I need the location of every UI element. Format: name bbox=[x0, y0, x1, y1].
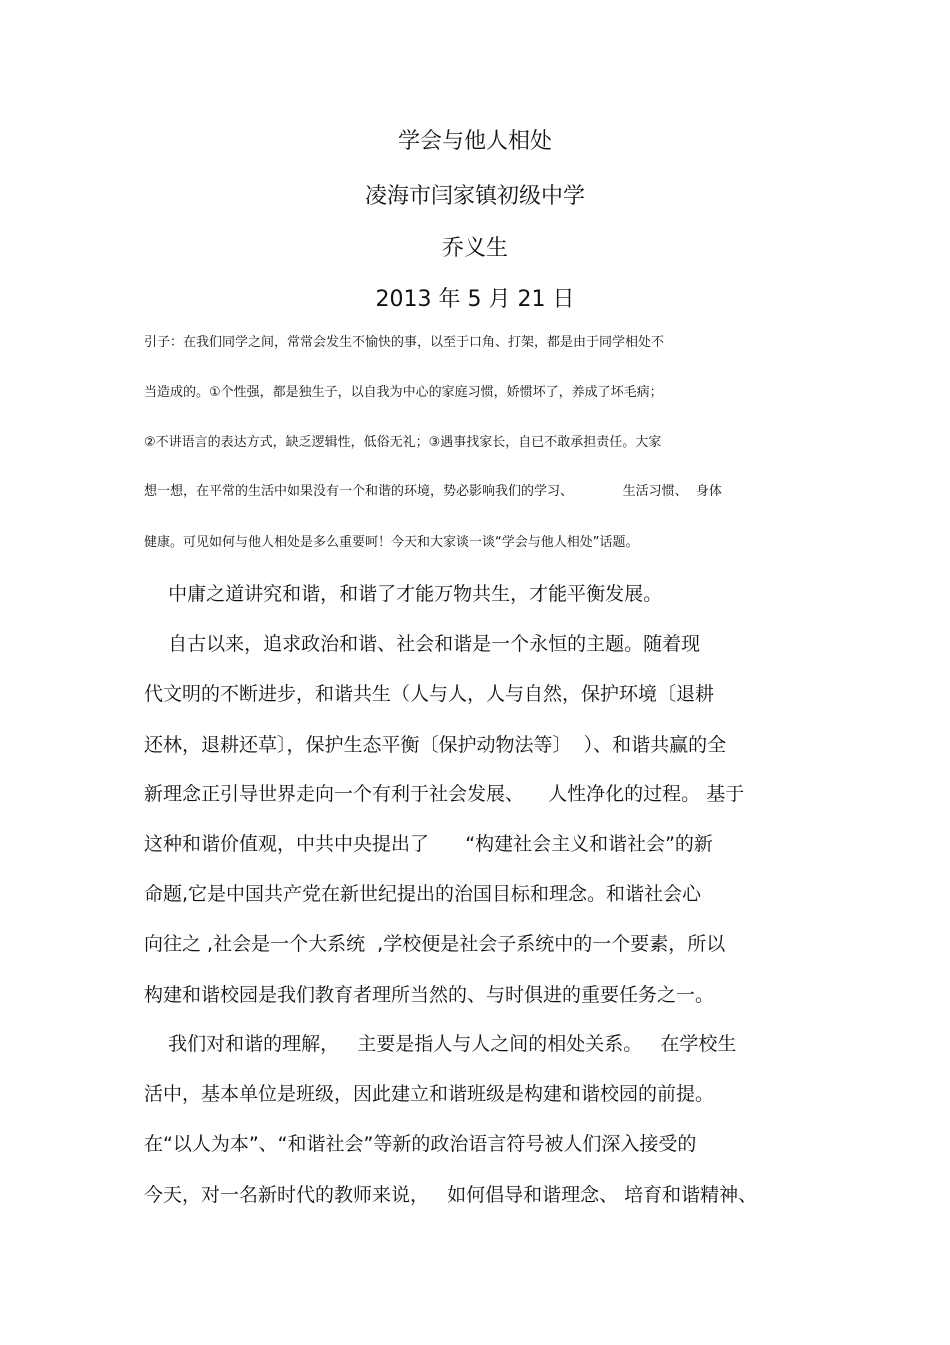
body-line: 代文明的不断进步，和谐共生（人与人，人与自然，保护环境〔退耕 bbox=[144, 683, 715, 705]
author-name: 乔义生 bbox=[441, 236, 508, 261]
school-name: 凌海市闫家镇初级中学 bbox=[364, 184, 585, 209]
body-line: 这种和谐价值观，中共中央提出了 “构建社会主义和谐社会”的新 bbox=[144, 833, 713, 855]
body-line: 我们对和谐的理解， 主要是指人与人之间的相处关系。 在学校生 bbox=[144, 1033, 737, 1055]
body-line: 命题,它是中国共产党在新世纪提出的治国目标和理念。和谐社会心 bbox=[144, 883, 702, 905]
body-line: 中庸之道讲究和谐，和谐了才能万物共生，才能平衡发展。 bbox=[144, 583, 663, 605]
body-line: 还林，退耕还草〕，保护生态平衡〔保护动物法等〕 ）、和谐共赢的全 bbox=[144, 734, 727, 756]
intro-line: 健康。可见如何与他人相处是多么重要呵！今天和大家谈一谈“学会与他人相处”话题。 bbox=[144, 535, 639, 550]
body-line: 新理念正引导世界走向一个有利于社会发展、 人性净化的过程。 基于 bbox=[144, 783, 745, 805]
document-title: 学会与他人相处 bbox=[397, 129, 552, 154]
body-line: 活中，基本单位是班级，因此建立和谐班级是构建和谐校园的前提。 bbox=[144, 1083, 715, 1105]
body-line: 向往之 ,社会是一个大系统 ,学校便是社会子系统中的一个要素，所以 bbox=[144, 933, 726, 955]
body-line: 今天，对一名新时代的教师来说， 如何倡导和谐理念、 培育和谐精神、 bbox=[144, 1184, 758, 1206]
intro-line: 引子：在我们同学之间，常常会发生不愉快的事，以至于口角、打架，都是由于同学相处不 bbox=[144, 335, 665, 350]
intro-line: ②不讲语言的表达方式，缺乏逻辑性，低俗无礼；③遇事找家长，自已不敢承担责任。大家 bbox=[144, 435, 662, 450]
intro-line: 当造成的。①个性强，都是独生子，以自我为中心的家庭习惯，娇惯坏了，养成了坏毛病； bbox=[144, 385, 663, 400]
intro-line: 想一想，在平常的生活中如果没有一个和谐的环境，势必影响我们的学习、 生活习惯、 身体 bbox=[144, 484, 722, 499]
document-date: 2013 年 5 月 21 日 bbox=[375, 287, 575, 312]
body-line: 在“以人为本”、“和谐社会”等新的政治语言符号被人们深入接受的 bbox=[144, 1133, 697, 1155]
body-line: 自古以来，追求政治和谐、社会和谐是一个永恒的主题。随着现 bbox=[144, 633, 701, 655]
body-line: 构建和谐校园是我们教育者理所当然的、与时俱进的重要任务之一。 bbox=[144, 984, 715, 1006]
